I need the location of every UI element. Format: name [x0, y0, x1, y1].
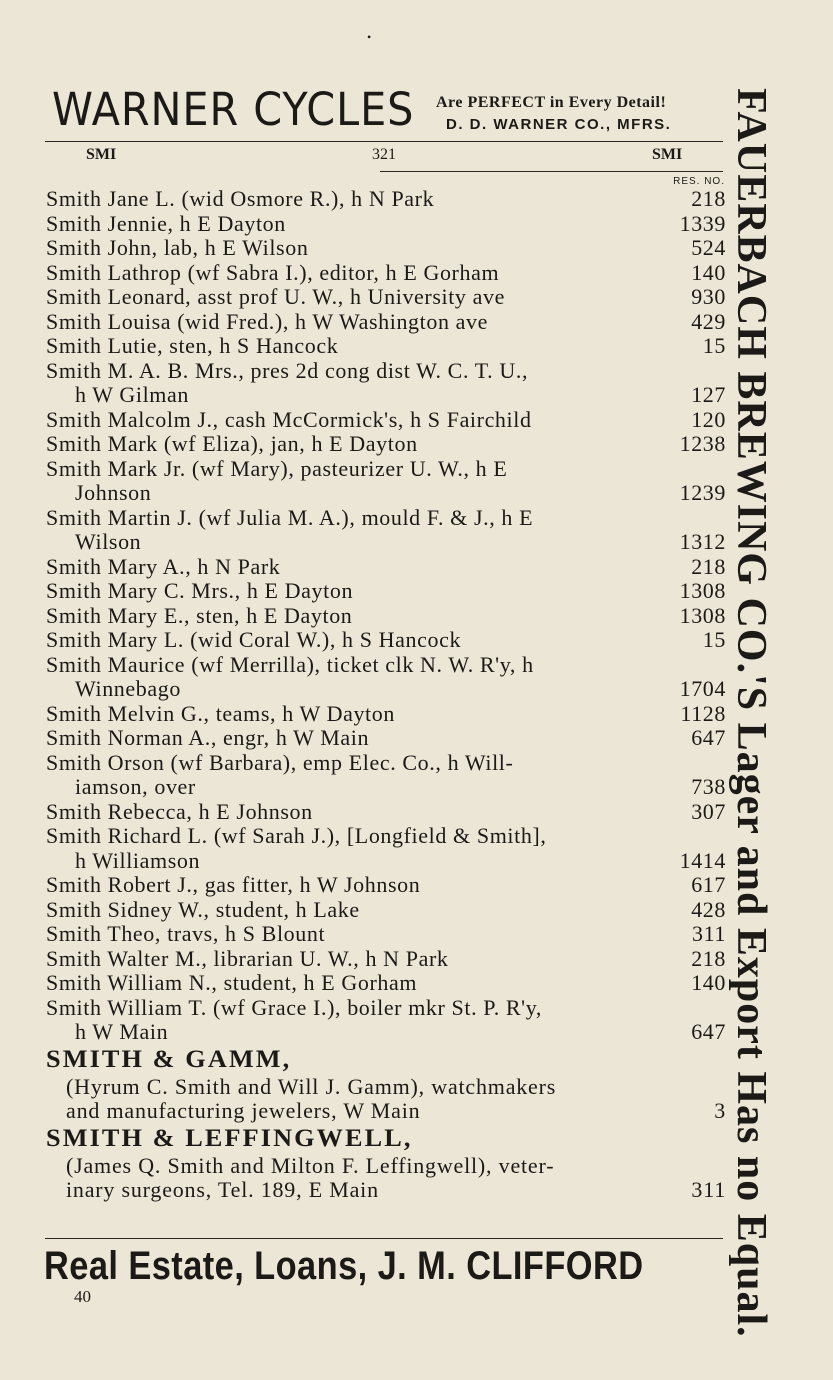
residence-number: 15 [702, 333, 726, 358]
listing-entry [46, 334, 726, 359]
header-page-number: 321 [372, 146, 396, 163]
residence-number: 1128 [680, 700, 726, 726]
entry-continuation: Wilson [75, 529, 142, 554]
residence-number: 1239 [679, 480, 726, 505]
listing-entry [46, 432, 726, 457]
entry-continuation: h W Main [75, 1019, 169, 1044]
firm-line: inary surgeons, Tel. 189, E Main [66, 1177, 379, 1202]
residence-number: 1312 [679, 529, 726, 554]
residence-number: 524 [691, 235, 726, 260]
listing-entry [46, 285, 726, 310]
listing-entry [46, 457, 726, 506]
listing-entry [46, 604, 726, 629]
listing-entry [46, 359, 726, 408]
entry-text: Smith Norman A., engr, h W Main [46, 725, 370, 750]
listing-entry [46, 579, 726, 604]
residence-number: 1704 [679, 676, 726, 701]
entry-text: Smith Rebecca, h E Johnson [46, 798, 313, 824]
residence-number: 617 [691, 872, 726, 897]
listing-entry [46, 702, 726, 727]
residence-number: 307 [691, 798, 726, 824]
entry-text: Smith Lathrop (wf Sabra I.), editor, h E Gorham [46, 259, 500, 285]
top-ad-slogan: Are PERFECT in Every Detail! [436, 94, 667, 111]
directory-listing [46, 187, 726, 1203]
listing-entry [46, 261, 726, 286]
listing-entry [46, 996, 726, 1045]
entry-text: Smith M. A. B. Mrs., pres 2d cong dist W. C. T. U., [46, 357, 529, 383]
residence-number: 218 [691, 553, 726, 579]
entry-text: Smith Orson (wf Barbara), emp Elec. Co., h Will- [46, 749, 514, 775]
listing-entry [46, 922, 726, 947]
listing-entry [46, 555, 726, 580]
entry-text: Smith Mary A., h N Park [46, 553, 281, 579]
entry-text: Smith William T. (wf Grace I.), boiler mkr St. P. R'y, [46, 994, 543, 1020]
firm-description [46, 1154, 726, 1203]
entry-text: Smith Jennie, h E Dayton [46, 210, 286, 236]
side-ad-text: FAUERBACH BREWING CO.'S Lager and Export Has no Equal. [728, 88, 774, 1338]
entry-text: Smith Richard L. (wf Sarah J.), [Longfield & Smith], [46, 823, 547, 848]
listing-entry [46, 800, 726, 825]
header-rule-bottom [380, 171, 723, 172]
entry-text: Smith John, lab, h E Wilson [46, 235, 309, 260]
entry-continuation: iamson, over [75, 774, 196, 799]
entry-continuation: h Williamson [75, 847, 201, 873]
page-number: 40 [74, 1287, 91, 1306]
residence-number: 738 [691, 774, 726, 799]
residence-number: 429 [691, 308, 726, 334]
entry-text: Smith Lutie, sten, h S Hancock [46, 333, 339, 358]
entry-text: Smith Maurice (wf Merrilla), ticket clk N. W. R'y, h [46, 651, 534, 677]
listing-entry [46, 628, 726, 653]
residence-number: 428 [691, 896, 726, 922]
entry-text: Smith Sidney W., student, h Lake [46, 896, 360, 922]
listing-entry [46, 873, 726, 898]
firm-line: and manufacturing jewelers, W Main [66, 1098, 421, 1123]
entry-text: Smith Martin J. (wf Julia M. A.), mould F. & J., h E [46, 504, 534, 530]
entry-text: Smith Mary C. Mrs., h E Dayton [46, 578, 354, 603]
listing-entry [46, 947, 726, 972]
residence-number: 1308 [679, 602, 726, 628]
entry-continuation: Johnson [75, 480, 152, 505]
listing-entry [46, 971, 726, 996]
residence-number: 647 [691, 725, 726, 750]
listing-entry [46, 310, 726, 335]
listing-entry [46, 751, 726, 800]
entry-text: Smith Mark (wf Eliza), jan, h E Dayton [46, 431, 418, 456]
entry-text: Smith Malcolm J., cash McCormick's, h S Fairchild [46, 406, 532, 432]
residence-number: 311 [692, 921, 726, 946]
residence-number: 140 [691, 259, 726, 285]
listing-entry [46, 726, 726, 751]
residence-number: 1339 [679, 210, 726, 236]
header-right: SMI [652, 146, 683, 163]
res-no-label: RES. NO. [673, 176, 725, 187]
residence-number: 647 [691, 1019, 726, 1044]
residence-number: 218 [691, 186, 726, 211]
listing-entry [46, 187, 726, 212]
listing-entry [46, 824, 726, 873]
entry-continuation: h W Gilman [75, 382, 189, 407]
listing-entry [46, 506, 726, 555]
top-ad-name: WARNER CYCLES [52, 83, 415, 136]
entry-text: Smith Jane L. (wid Osmore R.), h N Park [46, 186, 435, 211]
residence-number: 930 [691, 284, 726, 309]
bottom-ad: Real Estate, Loans, J. M. CLIFFORD [44, 1244, 644, 1288]
residence-number: 1238 [679, 431, 726, 456]
listing-entry [46, 653, 726, 702]
listing-entry [46, 898, 726, 923]
residence-number: 140 [691, 970, 726, 995]
entry-text: Smith Mary E., sten, h E Dayton [46, 602, 353, 628]
residence-number: 120 [691, 406, 726, 432]
header-left: SMI [86, 146, 117, 163]
entry-text: Smith William N., student, h E Gorham [46, 970, 418, 995]
entry-text: Smith Mary L. (wid Coral W.), h S Hancock [46, 627, 462, 652]
listing-entry [46, 408, 726, 433]
residence-number: 311 [691, 1177, 726, 1202]
entry-text: Smith Theo, travs, h S Blount [46, 921, 326, 946]
listing-entry [46, 236, 726, 261]
side-ad [728, 88, 776, 1338]
residence-number: 218 [691, 945, 726, 971]
firm-description [46, 1075, 726, 1124]
listing-entry [46, 212, 726, 237]
firm-line: (Hyrum C. Smith and Will J. Gamm), watchmakers [66, 1073, 557, 1099]
residence-number: 1308 [679, 578, 726, 603]
entry-text: Smith Louisa (wid Fred.), h W Washington ave [46, 308, 488, 334]
top-ad-maker: D. D. WARNER CO., MFRS. [446, 116, 672, 133]
entry-continuation: Winnebago [75, 676, 181, 701]
footer-rule [45, 1238, 723, 1239]
residence-number: 1414 [679, 847, 726, 873]
entry-text: Smith Mark Jr. (wf Mary), pasteurizer U. W., h E [46, 455, 508, 481]
entry-text: Smith Melvin G., teams, h W Dayton [46, 700, 395, 726]
entry-text: Smith Leonard, asst prof U. W., h University ave [46, 284, 505, 309]
header-rule-top [45, 141, 723, 142]
residence-number: 3 [714, 1098, 726, 1123]
print-speck: • [367, 30, 372, 44]
residence-number: 15 [702, 627, 726, 652]
entry-text: Smith Robert J., gas fitter, h W Johnson [46, 872, 421, 897]
residence-number: 127 [691, 382, 726, 407]
entry-text: Smith Walter M., librarian U. W., h N Park [46, 945, 449, 971]
firm-line: (James Q. Smith and Milton F. Leffingwell), veter- [66, 1152, 555, 1178]
firm-name: SMITH & GAMM, [46, 1045, 292, 1073]
firm-name: SMITH & LEFFINGWELL, [46, 1124, 413, 1152]
